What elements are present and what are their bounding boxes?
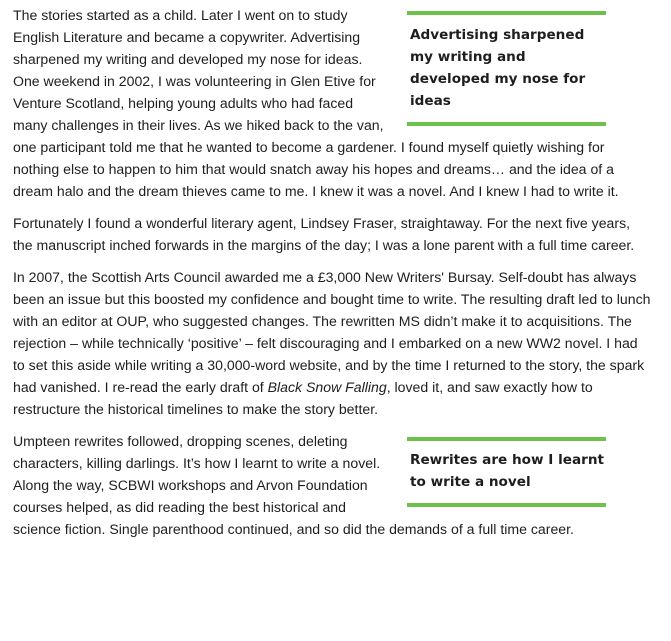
paragraph-bursary [13,266,653,420]
paragraph-bursary-text-start: In 2007, the Scottish Arts Council awarded me a £3,000 New Writers' Bursay. Self-doubt has always been an issue but this boosted my confidence and bought time to write. The resulting draft led to lunch with an editor at OUP, who suggested changes. The rewritten MS didn’t make it to acquisitions. The rejection – while technically ‘positive’ – felt discouraging and I embarked on a new WW2 novel. I had to set this aside while writing a 30,000-word website, and by the time I returned to the story, the spark had vanished. I re-read the early draft of [13,269,651,395]
pullquote-rewrites: Rewrites are how I learnt to write a novel [407,437,606,507]
pullquote-advertising: Advertising sharpened my writing and developed my nose for ideas [407,11,606,126]
paragraph-agent: Fortunately I found a wonderful literary agent, Lindsey Fraser, straightaway. For the next five years, the manuscript inched forwards in the margins of the day; I was a lone parent with a full time career. [13,215,635,253]
article-body [13,4,653,550]
book-title: Black Snow Falling [267,379,387,395]
paragraph-bursary-text-end: , loved it, and saw exactly how to restructure the historical timelines to make the story better. [13,379,593,417]
paragraph-intro: The stories started as a child. Later I went on to study English Literature and became a copywriter. Advertising sharpened my writing and developed my nose for ideas. One weekend in 2002, I was volunteering in Glen Etive for Venture Scotland, helping young adults who had faced many challenges in their lives. As we hiked back to the van, one participant told me that he wanted to become a gardener. I found myself quietly wishing for nothing else to happen to him that would snatch away his hopes and dreams… and the idea of a dream halo and the dream thieves came to me. I knew it was a novel. And I knew I had to write it. [13,7,619,199]
paragraph-rewrites: Umpteen rewrites followed, dropping scenes, deleting characters, killing darlings. It’s how I learnt to write a novel. Along the way, SCBWI workshops and Arvon Foundation courses helped, as did reading the best historical and science fiction. Single parenthood continued, and so did the demands of a full time career. [13,433,574,537]
